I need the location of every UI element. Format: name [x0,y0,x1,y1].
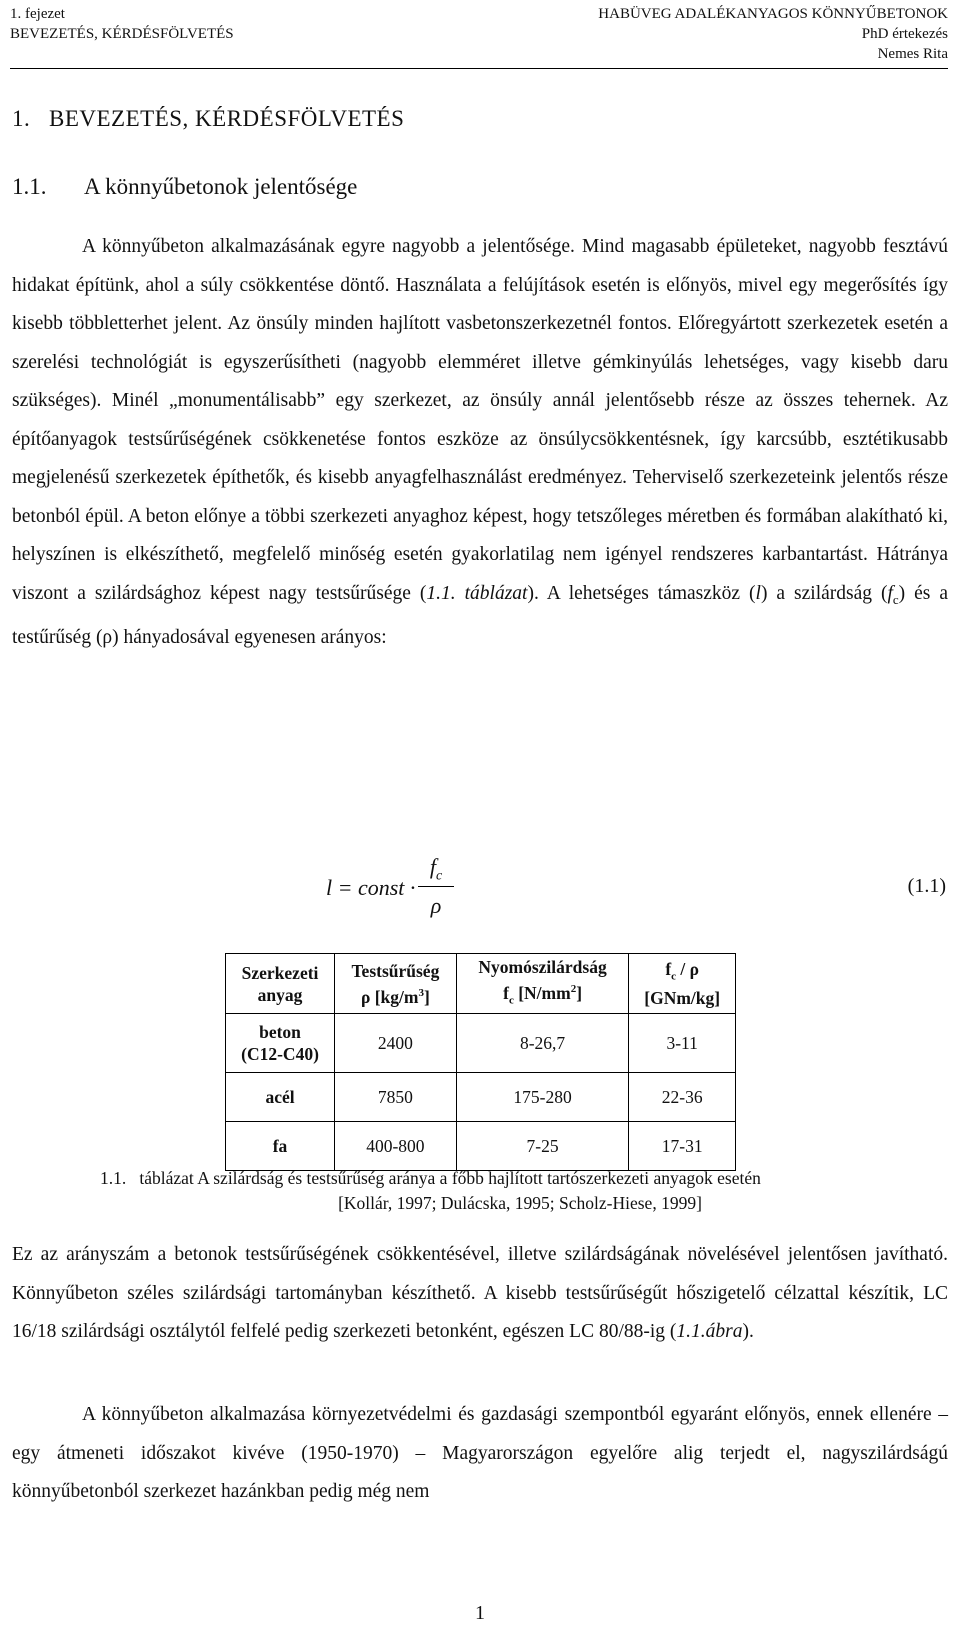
figure-reference: 1.1.ábra [676,1321,743,1342]
cell-material [226,1014,335,1073]
caption-line-1: 1.1. táblázat A szilárdság és testsűrűség aránya a főbb hajlított tartószerkezeti anyagok esetén [100,1168,761,1188]
section-title: A könnyűbetonok jelentősége [84,174,358,199]
header-text: [N/mm [513,982,571,1003]
table-row [226,1073,736,1122]
header-text: Nyomószilárdság [478,957,607,977]
cell-material: acél [226,1073,335,1122]
header-superscript: 2 [570,983,577,995]
paragraph-1-text-b: ). A lehetséges támaszköz ( [527,582,756,604]
numerator-symbol: f [429,854,436,879]
header-divider [10,68,948,69]
cell-strength: 7-25 [456,1122,629,1171]
col-header-density [335,954,457,1014]
equation-lhs: l = const · [326,875,416,900]
cell-strength: 8-26,7 [456,1014,629,1073]
paragraph-1-text-c: ) a szilárdság ( [760,582,888,604]
equation-numerator [418,852,454,882]
caption-line-2: [Kollár, 1997; Dulácska, 1995; Scholz-Hiese, 1999] [338,1193,702,1213]
table-header-row [226,954,736,1014]
cell-text: (C12-C40) [241,1044,319,1065]
author-name: Nemes Rita [877,46,948,62]
header-text: Testsűrűség [351,960,440,981]
header-text: ] [423,986,430,1007]
equation-denominator: ρ [430,893,442,918]
cell-density: 2400 [335,1014,457,1073]
header-text: / ρ [676,958,700,979]
paragraph-3: A könnyűbeton alkalmazása környezetvédelmi és gazdasági szempontból egyaránt előnyös, ennek ellenére – egy átmeneti időszakot kivéve (1950-1970) – Magyarországon egyelőre alig terjedt el, nagyszilárdságú könnyűbetonból szerkezet hazánkban pedig még nem [12,1404,948,1502]
table-row [226,1122,736,1171]
equation-number: (1.1) [907,875,946,897]
section-number: 1.1. [12,174,47,199]
table-caption [100,1166,900,1216]
running-header-left [10,4,234,44]
materials-table [225,953,736,1171]
paragraph-1 [12,228,948,657]
col-header-strength [456,954,629,1014]
header-text: Szerkezeti [241,962,319,983]
header-subscript: c [508,994,514,1007]
chapter-heading: 1. BEVEZETÉS, KÉRDÉSFÖLVETÉS [12,106,405,131]
span-symbol: l [755,582,761,604]
cell-ratio: 3-11 [629,1014,736,1073]
fraction-bar [418,886,454,887]
header-text: f [503,982,509,1003]
cell-density: 7850 [335,1073,457,1122]
header-text: ] [576,982,583,1003]
cell-material: fa [226,1122,335,1171]
cell-text: beton [259,1022,301,1043]
paragraph-2 [12,1236,948,1352]
strength-symbol: f [887,582,893,604]
header-text: anyag [257,984,303,1005]
numerator-subscript: c [435,868,443,884]
table-row [226,1014,736,1073]
cell-ratio: 22-36 [629,1073,736,1122]
header-superscript: 3 [418,986,424,999]
equation-1-1 [0,852,960,932]
col-header-material [226,954,335,1014]
header-text: ρ [kg/m [360,986,419,1007]
thesis-type: PhD értekezés [861,26,948,42]
chapter-label: 1. fejezet [10,6,65,22]
section-heading [12,174,357,200]
cell-strength: 175-280 [456,1073,629,1122]
header-text: f [665,958,672,979]
header-text: [GNm/kg] [644,988,721,1009]
running-header-right [598,4,948,64]
thesis-title: HABÜVEG ADALÉKANYAGOS KÖNNYŰBETONOK [598,6,948,22]
paragraph-2-text-a: Ez az arányszám a betonok testsűrűségének csökkentésével, illetve szilárdságának növelésével jelentősen javítható. Könnyűbeton széles szilárdsági tartományban készíthető. A kisebb testsűrűségűt hőszigetelő célzattal készítik, LC 16/18 szilárdsági osztálytól felfelé pedig szerkezeti betonként, egészen LC 80/88-ig ( [12,1244,948,1342]
col-header-ratio [629,954,736,1014]
table-reference: 1.1. táblázat [426,582,528,604]
cell-density: 400-800 [335,1122,457,1171]
chapter-title: BEVEZETÉS, KÉRDÉSFÖLVETÉS [10,26,234,42]
paragraph-1-text-a: A könnyűbeton alkalmazásának egyre nagyobb a jelentősége. Mind magasabb épületeket, nagyobb fesztávú hidakat építünk, ahol a súly csökkentése döntő. Használata a felújítások esetén is előnyös, mivel egy megerősítés így kisebb többletterhet jelent. Az önsúly minden hajlított vasbetonszerkezetnél fontos. Előregyártott szerkezetek esetén a szerelési technológiát is egyszerűsítheti (nagyobb elemméret illetve gémkinyúlás lehetséges, vagy kisebb daru szükséges). Minél „monumentálisabb” egy szerkezet, az önsúly annál jelentősebb része az összes tehernek. Az építőanyagok testsűrűségének csökkenetése fontos eszköze az önsúlycsökkentésnek, így karcsúbb, esztétikusabb megjelenésű szerkezetek építhetők, és kisebb anyagfelhasználást eredményez. Teherviselő szerkezeteink jelentős része betonból épül. A beton előnye a többi szerkezeti anyaghoz képest, hogy tetszőleges méretben és formában alakítható ki, helyszínen is elkészíthető, megfelelő minőség esetén gyakorlatilag nem igényel rendszeres karbantartást. Hátránya viszont a szilárdsághoz képest nagy testsűrűsége ( [12,236,948,604]
page-number: 1 [475,1602,485,1624]
header-subscript: c [671,970,677,983]
strength-subscript: c [892,591,899,607]
cell-ratio: 17-31 [629,1122,736,1171]
paragraph-2-text-b: ). [742,1321,754,1342]
equation-fraction [418,852,454,921]
paragraph-1-text-d: ) és a testűrűség (ρ) hányadosával egyenesen arányos: [12,582,948,648]
